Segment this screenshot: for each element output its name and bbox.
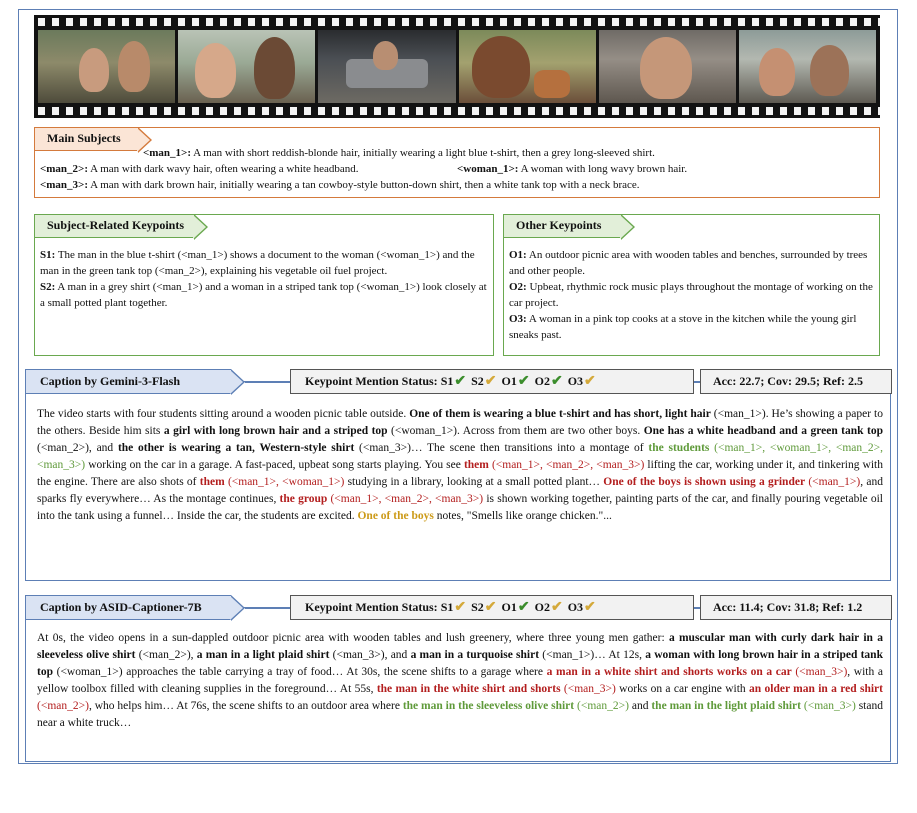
- subject-keypoints-label: Subject-Related Keypoints: [34, 214, 194, 238]
- video-frame-3: [318, 30, 455, 103]
- partial-check-icon: ✔: [454, 600, 467, 615]
- mention-o3: [565, 600, 598, 614]
- mention-o2: [532, 374, 565, 388]
- video-frame-1: [38, 30, 175, 103]
- partial-check-icon: ✔: [484, 374, 497, 389]
- caption-2-metrics: Acc: 11.4; Cov: 31.8; Ref: 1.2: [700, 595, 892, 620]
- caption-1-label: Caption by Gemini-3-Flash: [25, 369, 231, 394]
- mention-o2: [532, 600, 565, 614]
- keypoint-o3: O3: A woman in a pink top cooks at a stove in the kitchen while the young girl sneaks past.: [509, 312, 857, 341]
- mention-o1: [499, 374, 532, 388]
- subject-woman-1: <woman_1>: A woman with long wavy brown hair.: [457, 163, 688, 175]
- mention-s2: [468, 600, 498, 614]
- keypoint-s1: S1: The man in the blue t-shirt (<man_1>) shows a document to the woman (<woman_1>) and the man in the green tank top (<man_2>), explaining his vegetable oil fuel project.: [40, 249, 475, 277]
- caption-1-metrics: Acc: 22.7; Cov: 29.5; Ref: 2.5: [700, 369, 892, 394]
- mention-id: O1: [498, 600, 517, 614]
- caption-1-mention-status: Keypoint Mention Status: S1✔ S2✔ O1✔ O2✔ O3✔: [290, 369, 694, 394]
- subject-man-3: <man_3>: A man with dark brown hair, initially wearing a tan cowboy-style button-down shirt, then a white tank top with a neck brace.: [40, 179, 640, 191]
- mention-o1: [499, 600, 532, 614]
- caption-2-label: Caption by ASID-Captioner-7B: [25, 595, 231, 620]
- mention-id: O1: [498, 374, 517, 388]
- check-icon: ✔: [517, 374, 530, 389]
- subject-man-2: <man_2>: A man with dark wavy hair, often wearing a white headband.: [40, 163, 359, 175]
- caption-1-text: The video starts with four students sitting around a wooden picnic table outside. One of them is wearing a blue t-shirt and has short, light hair (<man_1>). He’s showing a paper to the others. Beside him sits a girl with long brown hair and a striped top (<woman_1>). Across from them are two other boys. One has a white headband and a green tank top (<man_2>), and the other is wearing a tan, Western-style shirt (<man_3>)… The scene then transitions into a montage of the students (<man_1>, <woman_1>, <man_2>, <man_3>) working on the car in a garage. A fast-paced, upbeat song starts playing. You see them (<man_1>, <man_2>, <man_3>) lifting the car, working under it, and tinkering with the engine. There are also shots of them (<man_1>, <woman_1>) studying in a library, looking at a small potted plant… One of the boys is shown using a grinder (<man_1>), and sparks fly everywhere… As the montage continues, the group (<man_1>, <man_2>, <man_3>) is shown working together, painting parts of the car, and finally pouring vegetable oil into the tank using a funnel… Inside the car, the students are excited. One of the boys notes, "Smells like orange chicken."...: [37, 408, 884, 523]
- mention-o3: [565, 374, 598, 388]
- other-keypoints-text: [509, 248, 874, 344]
- mention-id: S1: [440, 600, 454, 614]
- check-icon: ✔: [517, 600, 530, 615]
- mention-id: S1: [440, 374, 454, 388]
- main-subjects-label: Main Subjects: [34, 127, 138, 151]
- subject-keypoints-text: [40, 248, 488, 312]
- caption-2-mention-status: Keypoint Mention Status: S1✔ S2✔ O1✔ O2✔ O3✔: [290, 595, 694, 620]
- check-icon: ✔: [550, 374, 563, 389]
- mention-s1: [441, 600, 468, 614]
- mention-id: O3: [564, 600, 584, 614]
- partial-check-icon: ✔: [584, 600, 596, 615]
- keypoint-o2: O2: Upbeat, rhythmic rock music plays throughout the montage of working on the car project.: [509, 280, 873, 309]
- video-frame-4: [459, 30, 596, 103]
- keypoint-s2: S2: A man in a grey shirt (<man_1>) and a woman in a striped tank top (<woman_1>) look closely at a small potted plant together.: [40, 280, 487, 309]
- mention-s2: [468, 374, 498, 388]
- mention-id: S2: [468, 600, 484, 614]
- check-icon: ✔: [454, 374, 467, 389]
- keypoint-o1: O1: An outdoor picnic area with wooden tables and benches, surrounded by trees and other people.: [509, 249, 868, 277]
- caption-2-text: At 0s, the video opens in a sun-dappled outdoor picnic area with wooden tables and lush greenery, where three young men gather: a muscular man with curly dark hair in a sleeveless olive shirt (<man_2>), a man in a light plaid shirt (<man_3>), and a man in a turquoise shirt (<man_1>)… At 12s, a woman with long brown hair in a striped tank top (<woman_1>) approaches the table carrying a tray of food… At 30s, the scene shifts to a garage where a man in a white shirt and shorts works on a car (<man_3>), with a yellow toolbox filled with cleaning supplies in the foreground… At 55s, the man in the white shirt and shorts (<man_3>) works on a car engine with an older man in a red shirt (<man_2>), who helps him… At 76s, the scene shifts to an outdoor area where the man in the sleeveless olive shirt (<man_2>) and the man in the light plaid shirt (<man_3>) stand near a white truck…: [37, 632, 883, 730]
- partial-check-icon: ✔: [484, 600, 497, 615]
- other-keypoints-label: Other Keypoints: [503, 214, 621, 238]
- subject-man-1: <man_1>: A man with short reddish-blonde hair, initially wearing a light blue t-shirt, then a grey long-sleeved shirt.: [143, 147, 655, 159]
- partial-check-icon: ✔: [584, 374, 596, 389]
- video-frame-2: [178, 30, 315, 103]
- video-filmstrip: [34, 15, 880, 118]
- mention-s1: [441, 374, 468, 388]
- partial-check-icon: ✔: [550, 600, 563, 615]
- mention-id: S2: [468, 374, 484, 388]
- mention-id: O2: [531, 600, 550, 614]
- video-frame-6: [739, 30, 876, 103]
- video-frame-5: [599, 30, 736, 103]
- mention-id: O2: [531, 374, 550, 388]
- film-perforations-bottom: [34, 107, 880, 115]
- mention-id: O3: [564, 374, 584, 388]
- film-perforations-top: [34, 18, 880, 26]
